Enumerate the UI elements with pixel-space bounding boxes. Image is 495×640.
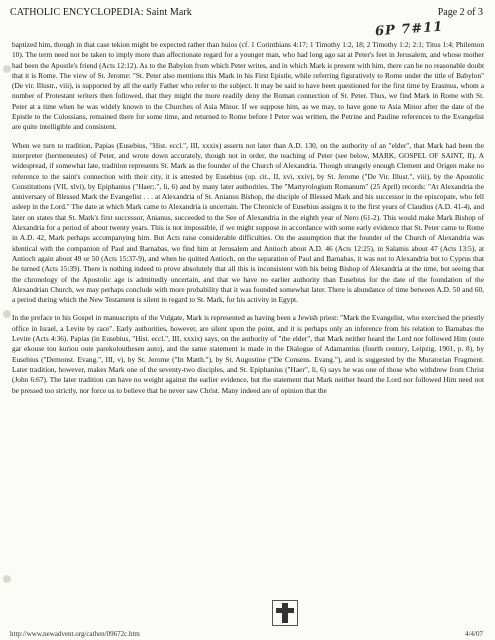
paragraph-2: When we turn to tradition, Papias (Eusebius, "Hist. eccl.", III, xxxix) asserts not later than A.D. 130, on the authority of an "elder", that Mark had been the interpreter (hermeneutes) of Peter, and wrote down accurately, though not in order, the teaching of Peter (see below, MARK, GOSPEL OF SAINT, II). A widespread, if somewhat late, tradition represents St. Mark as the founder of the Church of Alexandria. Though strangely enough Clement and Origen make no reference to the saint's connection with their city, it is attested by Eusebius (op. cit., II, xvi, xxiv), by St. Jerome ("De Vir. Illust.", viii), by the Apostolic Constitutions (VII, xlvi), by Epiphanius ("Haer;.", li, 6) and by many later authorities. The "Martyrologium Romanum" (25 April) records: "At Alexandria the anniversary of Blessed Mark the Evangelist . . . at Alexandria of St. Anianus Bishop, the disciple of Blessed Mark and his successor in the episcopate, who fell asleep in the Lord." The date at which Mark came to Alexandria is uncertain. The Chronicle of Eusebius assigns it to the first years of Claudius (A.D. 41-4), and later on states that St. Mark's first successor, Anianus, succeeded to the See of Alexandria in the eighth year of Nero (61-2). This would make Mark Bishop of Alexandria for a period of about twenty years. This is not impossible, if we might suppose in accordance with some early evidence that St. Peter came to Rome in A.D. 42, Mark perhaps accompanying him. But Acts raise considerable difficulties. On the assumption that the founder of the Church of Alexandria was identical with the companion of Paul and Barnabas, we find him at Jerusalem and Antioch about A.D. 46 (Acts 12:25), in Salamis about 47 (Acts 13:5), at Antioch again about 49 or 50 (Acts 15:37-9), and when he quitted Antioch, on the separation of Paul and Barnabas, it was not to Alexandria but to Cyprus that he turned (Acts 15:39). There is nothing indeed to prove absolutely that all this is inconsistent with his being Bishop of Alexandria at the time, but seeing that the chronology of the Apostolic age is admittedly uncertain, and that we have no earlier authority than Eusebius for the date of the foundation of the Alexandrian Church, we may perhaps conclude with more probability that it was founded somewhat later. There is abundance of time between A.D. 50 and 60, a period during which the New Testament is silent in regard to St. Mark, for his activity in Egypt. — [12, 140, 484, 305]
punch-hole-top — [3, 65, 11, 73]
page-header-title: CATHOLIC ENCYCLOPEDIA: Saint Mark — [10, 7, 192, 18]
paragraph-3: In the preface to his Gospel in manuscripts of the Vulgate, Mark is represented as having been a Jewish priest: "Mark the Evangelist, who exercised the priestly office in Israel, a Levite by race". Early authorities, however, are silent upon the point, and it is perhaps only an inference from his relation to Barnabas the Levite (Acts 4:36). Papias (in Eusebius, "Hist. eccl.", III, xxxix) says, on the authority of "the elder", that Mark neither heard the Lord nor followed Him (oute gar ekouse tou kuriou oute parekolouthesen auto), and the same statement is made in the Dialogue of Adamantius (fourth century, Leipzig, 1901, p. 8), by Eusebius ("Demonst. Evang.", III, v), by St. Jerome ("In Matth."), by St. Augustine ("De Consens. Evang."), and is suggested by the Muratorian Fragment. Later tradition, however, makes Mark one of the seventy-two disciples, and St. Epiphanius ("Haer", li, 6) says he was one of those who withdrew from Christ (John 6:67). The later tradition can have no weight against the earlier evidence, but the statement that Mark neither heard the Lord nor followed Him need not be pressed too strictly, nor force us to believe that he never saw Christ. Many indeed are of opinion that the — [12, 313, 484, 395]
article-body — [12, 40, 484, 404]
handwritten-note: 6P 7#11 — [374, 19, 444, 40]
punch-hole-bottom — [3, 575, 11, 583]
cross-stamp-icon — [272, 600, 298, 626]
paragraph-1: baptized him, though in that case tekion might be expected rather than huios (cf. 1 Corinthians 4:17; 1 Timothy 1:2, 18; 2 Timothy 1:2; 2:1; Titus 1:4; Philemon 10). The term need not be taken to imply more than affectionate regard for a younger man, who had long ago sat at Peter's feet in Jerusalem, and whose mother had been the Apostle's friend (Acts 12:12). As to the Babylon from which Peter writes, and in which Mark is present with him, there can be no reasonable doubt that it is Rome. The view of St. Jerome: "St. Peter also mentions this Mark in his First Epistle, while referring figuratively to Rome under the title of Babylon" (De vir. Illustr., viii), is supported by all the early Father who refer to the subject. It may be said to have been questioned for the first time by Erasmus, whom a number of Protestant writers then followed, that they might the more readily deny the Roman connection of St. Peter. Thus, we find Mark in Rome with St. Peter at a time when he was widely known to the Churches of Asia Minor. If we suppose him, as we may, to have gone to Asia Minor after the date of the Epistle to the Colossians, remained there for some time, and returned to Rome before I Peter was written, the Petrine and Pauline references to the Evangelist are quite intelligible and consistent. — [12, 40, 484, 132]
footer-date: 4/4/07 — [465, 630, 483, 638]
page-number: Page 2 of 3 — [437, 7, 483, 18]
footer-url: http://www.newadvent.org/cathen/09672c.htm — [10, 630, 140, 638]
punch-hole-middle — [3, 310, 11, 318]
